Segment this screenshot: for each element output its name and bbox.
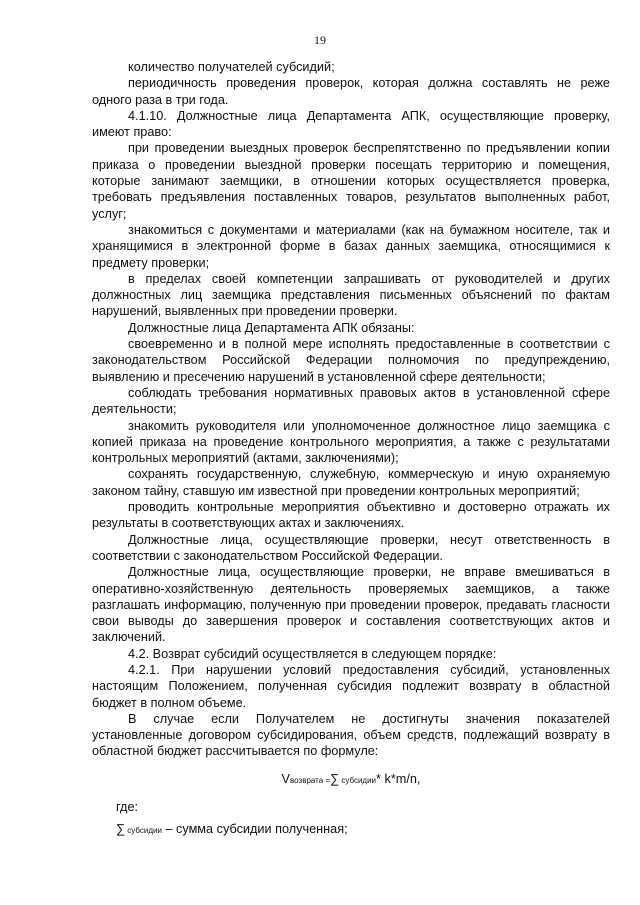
paragraph: сохранять государственную, служебную, коммерческую и иную охраняемую законом тайну, ставшую им известной при проведении контрольных мероприятий; [92,467,610,498]
sigma-symbol: ∑ [116,822,126,837]
formula-v-subscript: возврата [290,775,324,785]
formula-sigma-subscript: субсидии [339,775,377,785]
paragraph: 4.2. Возврат субсидий осуществляется в следующем порядке: [128,646,497,661]
definition-line [116,821,610,839]
sigma-symbol: ∑ [330,771,340,786]
paragraph: при проведении выездных проверок беспрепятственно по предъявлении копии приказа о проведении выездной проверки посещать территорию и помещения, которые занимают заемщики, в отношении которых осуществляется проверка, требовать предъявления поставленных товаров, результатов выполненных работ, услуг; [92,141,610,221]
paragraph: знакомиться с документами и материалами (как на бумажном носителе, так и хранящимися в электронной форме в базах данных заемщика, относящимися к предмету проверки; [92,222,610,270]
document-body [92,59,610,840]
paragraph: Должностные лица, осуществляющие проверки, несут ответственность в соответствии с законодательством Российской Федерации. [92,532,610,563]
formula-rest: * k*m/n, [376,771,421,786]
paragraph: 4.2.1. При нарушении условий предоставления субсидий, установленных настоящим Положением, полученная субсидия подлежит возврату в областной бюджет в полном объеме. [92,662,610,710]
paragraph: своевременно и в полной мере исполнять предоставленные в соответствии с законодательством Российской Федерации полномочия по предупреждению, выявлению и пресечению нарушений в установленной сфере деятельности; [92,337,610,384]
paragraph: периодичность проведения проверок, которая должна составлять не реже одного раза в три года. [92,76,610,107]
paragraph: В случае если Получателем не достигнуты значения показателей установленные договором субсидирования, объем средств, подлежащий возврату в областной бюджет рассчитывается по формуле: [92,711,610,759]
paragraph: в пределах своей компетенции запрашивать от руководителей и других должностных лиц заемщика представления письменных объяснений по фактам нарушений, выявленных при проведении проверки. [92,271,610,319]
formula-v: V [281,771,290,786]
paragraph: проводить контрольные мероприятия объективно и достоверно отражать их результаты в соответствующих актах и заключениях. [92,500,610,531]
paragraph: количество получателей субсидий; [128,60,335,74]
formula-equals: = [323,775,331,785]
paragraph: 4.1.10. Должностные лица Департамента АПК, осуществляющие проверку, имеют право: [92,108,610,140]
formula [92,771,610,789]
paragraph: Должностные лица, осуществляющие проверки, не вправе вмешиваться в оперативно-хозяйственную деятельность проверяемых заемщиков, а также разглашать информацию, полученную при проведении проверок, предавать гласности свои выводы до завершения проверок и составления соответствующих актов и заключений. [92,565,610,645]
definition-subscript: субсидии [125,826,162,836]
definition-text: – сумма субсидии полученная; [161,822,348,837]
paragraph: знакомить руководителя или уполномоченное должностное лицо заемщика с копией приказа на проведение контрольного мероприятия, а также с результатами контрольных мероприятий (актами, заключениями); [92,418,610,466]
where-label: где: [116,800,139,815]
paragraph: соблюдать требования нормативных правовых актов в установленной сфере деятельности; [92,385,610,417]
paragraph: Должностные лица Департамента АПК обязаны: [128,320,415,335]
page-number: 19 [314,33,326,47]
